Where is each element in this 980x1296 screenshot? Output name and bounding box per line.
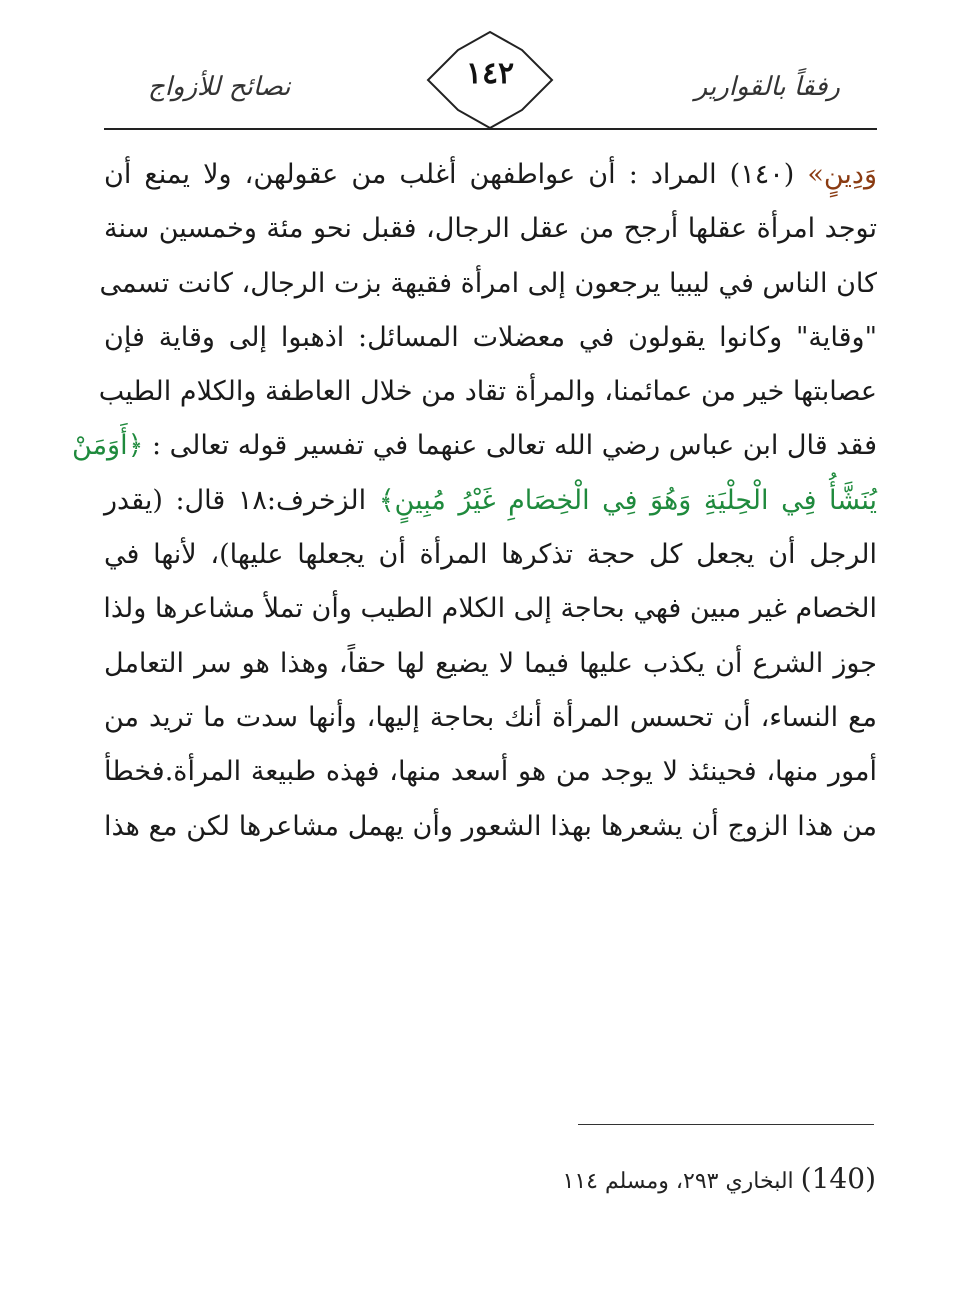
text-line: عصابتها خير من عمائمنا، والمرأة تقاد من خلال العاطفة والكلام الطيب: [98, 376, 877, 408]
text-line: من هذا الزوج أن يشعرها بهذا الشعور وأن يهمل مشاعرها لكن مع هذا: [104, 810, 877, 842]
hadith-fragment: وَدِينٍ»: [807, 159, 877, 190]
text-line: [72, 419, 877, 473]
header-divider: [104, 128, 877, 130]
footnote-number: (140): [800, 1162, 876, 1195]
page-number: ١٤٢: [465, 56, 515, 91]
text-line: مع النساء، أن تحسس المرأة أنك بحاجة إليها، وأنها سدت ما تريد من: [104, 701, 877, 733]
footnote-divider: [578, 1124, 874, 1125]
chapter-title: نصائح للأزواج: [148, 72, 291, 102]
text-line: توجد امرأة عقلها أرجح من عقل الرجال، فقبل نحو مئة وخمسين سنة: [104, 213, 877, 245]
text-line: الرجل أن يجعل كل حجة تذكرها المرأة أن يجعلها عليها)، لأنها في: [104, 539, 877, 571]
page-number-badge: [426, 30, 554, 130]
text-line: كان الناس في ليبيا يرجعون إلى امرأة فقيهة بزت الرجال، كانت تسمى: [99, 267, 877, 299]
book-title: رفقاً بالقوارير: [694, 72, 840, 102]
footnote-text: البخاري ٢٩٣، ومسلم ١١٤: [562, 1169, 801, 1194]
text-line: الخصام غير مبين فهي بحاجة إلى الكلام الطيب وأن تملأ مشاعرها ولذا: [103, 593, 877, 625]
text-line: أمور منها، فحينئذ لا يوجد من هو أسعد منها، فهذه طبيعة المرأة.فخطأ: [104, 756, 877, 788]
text-segment: فقد قال ابن عباس رضي الله تعالى عنهما في تفسير قوله تعالى :: [143, 430, 877, 462]
text-line: جوز الشرع أن يكذب عليها فيما لا يضيع لها حقاً، وهذا هو سر التعامل: [104, 647, 877, 679]
text-line: "وقاية" وكانوا يقولون في معضلات المسائل: اذهبوا إلى وقاية فإن: [104, 321, 877, 353]
text-line: [104, 474, 877, 528]
quran-verse-start: ﴿أَوَمَنْ: [72, 430, 144, 462]
quran-verse: يُنَشَّأُ فِي الْحِلْيَةِ وَهُوَ فِي الْخِصَامِ غَيْرُ مُبِينٍ﴾: [378, 484, 877, 516]
text-line: [104, 148, 877, 202]
text-segment: (١٤٠) المراد : أن عواطفهن أغلب من عقولهن، ولا يمنع أن: [104, 159, 808, 190]
footnote: [563, 1162, 876, 1195]
body-text: [72, 148, 877, 854]
text-segment: الزخرف:١٨ قال: (يقدر: [104, 484, 379, 516]
